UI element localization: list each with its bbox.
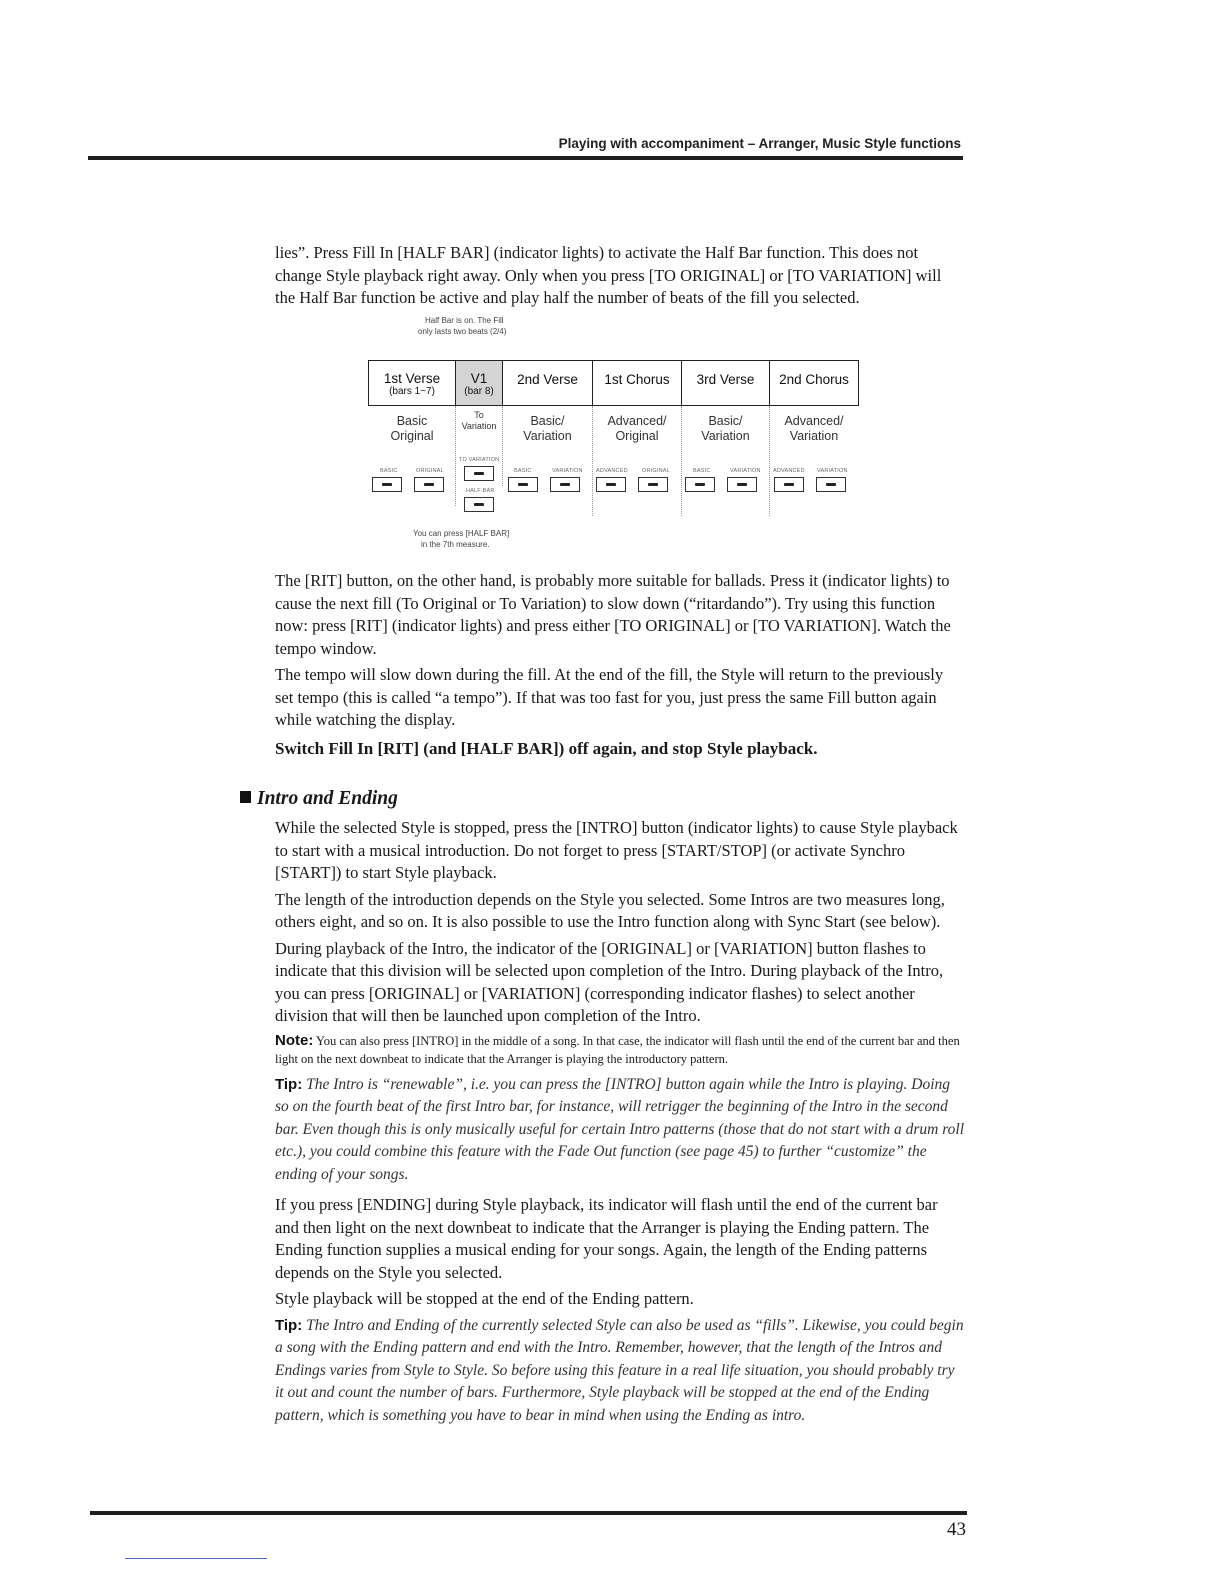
diagram-top-annotation-line1: Half Bar is on. The Fill — [425, 316, 504, 325]
advanced-button-icon — [596, 477, 626, 492]
ending-paragraph-2: Style playback will be stopped at the end of the Ending pattern. — [275, 1289, 694, 1308]
variation-button-icon — [816, 477, 846, 492]
footer-accent-line — [125, 1558, 267, 1559]
half-bar-button-icon — [464, 497, 494, 512]
diagram-bottom-annotation-line2: in the 7th measure. — [421, 540, 490, 549]
segment-1st-chorus — [592, 360, 682, 406]
basic-button-icon — [685, 477, 715, 492]
segment-title: V1 — [470, 371, 488, 386]
segment-title: 2nd Chorus — [779, 372, 849, 387]
section-title: Intro and Ending — [257, 788, 398, 809]
division-line2: Variation — [701, 429, 750, 443]
tip-block-2 — [275, 1315, 965, 1428]
variation-button-icon — [727, 477, 757, 492]
page-number: 43 — [947, 1519, 966, 1540]
section-heading — [240, 788, 398, 810]
division-line2: Variation — [789, 429, 839, 443]
division-line2: Original — [615, 429, 659, 443]
rit-block — [275, 570, 965, 760]
division-line1: Basic/ — [708, 414, 743, 428]
division-4 — [592, 414, 682, 444]
segment-title: 1st Verse — [383, 371, 441, 386]
division-2 — [455, 410, 503, 432]
division-5 — [681, 414, 770, 444]
segment-v1 — [455, 360, 503, 406]
ending-paragraph-1: If you press [ENDING] during Style playback, its indicator will flash until the end of the current bar and then light on the next downbeat to indicate that the Arranger is playing the Ending pattern. The Ending function supplies a musical ending for your songs. Again, the length of the Ending patterns depends on the Style you selected. — [275, 1195, 938, 1282]
button-label-advanced: ADVANCED — [596, 468, 628, 474]
diagram-top-annotation-line2: only lasts two beats (2/4) — [418, 327, 507, 336]
division-1 — [368, 414, 456, 444]
tip-label: Tip: — [275, 1316, 303, 1334]
button-label-variation: VARIATION — [730, 468, 761, 474]
button-label-original: ORIGINAL — [642, 468, 670, 474]
division-line1: Advanced/ — [784, 414, 844, 428]
note-block — [275, 1032, 965, 1068]
segment-2nd-chorus — [769, 360, 859, 406]
advanced-button-icon — [774, 477, 804, 492]
basic-button-icon — [508, 477, 538, 492]
segment-title: 1st Chorus — [604, 372, 670, 387]
original-button-icon — [638, 477, 668, 492]
half-bar-diagram — [368, 312, 868, 557]
tempo-paragraph: The tempo will slow down during the fill. At the end of the fill, the Style will return to the previously set tempo (this is called “a tempo”). If that was too fast for you, just press the same Fill button again while watching the display. — [275, 665, 944, 729]
intro-paragraph-3: During playback of the Intro, the indicator of the [ORIGINAL] or [VARIATION] button flashes to indicate that this division will be selected upon completion of the Intro. During playback of the Intro, you can press [ORIGINAL] or [VARIATION] (corresponding indicator flashes) to select another division that will then be launched upon completion of the Intro. — [275, 938, 944, 1025]
header-rule — [88, 156, 963, 160]
button-label-variation: VARIATION — [817, 468, 848, 474]
division-6 — [769, 414, 859, 444]
rit-paragraph: The [RIT] button, on the other hand, is probably more suitable for ballads. Press it (indicator lights) to cause the next fill (To Original or To Variation) to slow down (“ritardando”). Try using this function now: press [RIT] (indicator lights) and press either [TO ORIGINAL] or [TO VARIATION]. Watch the tempo window. — [275, 571, 951, 658]
button-label-advanced: ADVANCED — [773, 468, 805, 474]
intro-paragraph: lies”. Press Fill In [HALF BAR] (indicator lights) to activate the Half Bar function. This does not change Style playback right away. Only when you press [TO ORIGINAL] or [TO VARIATION] will the Half Bar function be active and play half the number of beats of the fill you selected. — [275, 243, 942, 307]
intro-paragraph-1: While the selected Style is stopped, press the [INTRO] button (indicator lights) to cause Style playback to start with a musical introduction. Do not forget to press [START/STOP] (or activate Synchro [START]) to start Style playback. — [275, 818, 958, 882]
running-header: Playing with accompaniment – Arranger, Music Style functions — [558, 136, 961, 151]
intro-ending-block — [275, 817, 965, 1435]
button-label-half-bar: HALF BAR — [466, 488, 495, 494]
note-label: Note: — [275, 1031, 314, 1049]
diagram-bottom-annotation-line1: You can press [HALF BAR] — [413, 529, 510, 538]
division-line1: Basic/ — [530, 414, 565, 428]
original-button-icon — [414, 477, 444, 492]
button-label-basic: BASIC — [693, 468, 711, 474]
button-label-basic: BASIC — [380, 468, 398, 474]
button-label-basic: BASIC — [514, 468, 532, 474]
segment-3rd-verse — [681, 360, 770, 406]
segment-sub: (bars 1~7) — [389, 386, 435, 397]
division-line1: Advanced/ — [607, 414, 667, 428]
tip-block-1 — [275, 1074, 965, 1187]
footer-rule — [90, 1511, 967, 1515]
tip-text: The Intro and Ending of the currently selected Style can also be used as “fills”. Likewise, you could begin a song with the Ending pattern and end with the Intro. Remember, however, that the length of the Intros and Endings varies from Style to Style. So before using this feature in a real life situation, you should probably try it out and count the number of bars. Furthermore, Style playback will be stopped at the end of the Ending pattern, which is something you have to bear in mind when using the Ending as intro. — [275, 1316, 964, 1424]
square-bullet-icon — [240, 791, 251, 803]
intro-block — [275, 242, 965, 313]
to-variation-button-icon — [464, 466, 494, 481]
division-line1: Basic — [396, 414, 428, 428]
button-label-original: ORIGINAL — [416, 468, 444, 474]
segment-sub: (bar 8) — [464, 386, 494, 397]
note-text: You can also press [INTRO] in the middle of a song. In that case, the indicator will flash until the end of the current bar and then light on the next downbeat to indicate that the Arranger is playing the introductory pattern. — [275, 1033, 960, 1066]
basic-button-icon — [372, 477, 402, 492]
segment-title: 2nd Verse — [517, 372, 578, 387]
segment-1st-verse — [368, 360, 456, 406]
button-label-to-variation: TO VARIATION — [459, 457, 500, 463]
segment-title: 3rd Verse — [696, 372, 755, 387]
bold-instruction: Switch Fill In [RIT] (and [HALF BAR]) off again, and stop Style playback. — [275, 738, 818, 758]
button-label-variation: VARIATION — [552, 468, 583, 474]
division-3 — [502, 414, 593, 444]
division-line2: Variation — [461, 421, 497, 431]
tip-text: The Intro is “renewable”, i.e. you can press the [INTRO] button again while the Intro is playing. Doing so on the fourth beat of the first Intro bar, for instance, will retrigger the beginning of the Intro in the second bar. Even though this is only musically useful for certain Intro patterns (those that do not start with a drum roll etc.), you could combine this feature with the Fade Out function (see page 45) to further “customize” the ending of your songs. — [275, 1075, 965, 1183]
tip-label: Tip: — [275, 1075, 303, 1093]
variation-button-icon — [550, 477, 580, 492]
intro-paragraph-2: The length of the introduction depends on the Style you selected. Some Intros are two measures long, others eight, and so on. It is also possible to use the Intro function along with Sync Start (see below). — [275, 889, 945, 931]
division-line2: Variation — [523, 429, 572, 443]
division-line1: To — [474, 410, 484, 420]
segment-2nd-verse — [502, 360, 593, 406]
division-line2: Original — [390, 429, 434, 443]
